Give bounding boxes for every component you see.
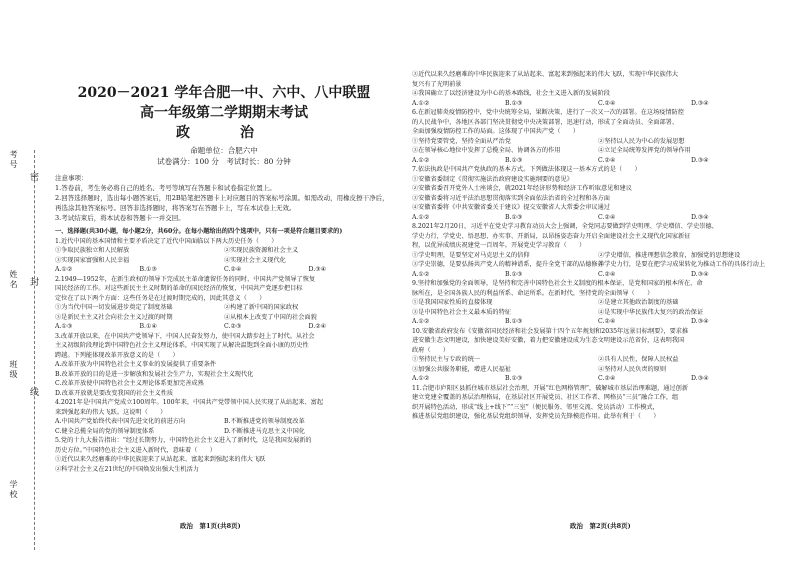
binding-margin: [6, 150, 44, 550]
question-line: 来到强起来的伟大飞跃。这说明（ ）: [55, 408, 167, 416]
question-line: ①近代以来久经磨难的中华民族迎来了从站起来、富起来到强起来的伟大飞跃: [55, 456, 266, 463]
question-line: 跨越。下列能体现改革开放意义的是（ ）: [55, 351, 179, 359]
exam-title: 2020－2021 学年合肥一中、六中、八中联盟: [77, 85, 371, 101]
option: ②学史增信，推进理想信念教育，加强党的思想建设: [598, 251, 741, 259]
question-line: 5.党的十九大报告指出：“经过长期努力，中国特色社会主义进入了新时代，这是我国发展新的: [55, 437, 312, 444]
answer-choice: A.①②: [412, 318, 430, 325]
question-line: 11.合肥市庐阳区县抓住城市基层社会治理，开展“红色网格管理”，破解城市基层治理难题，通过创新: [412, 384, 689, 392]
answer-choice: D.③④: [691, 375, 709, 382]
margin-label-class: 班级: [9, 360, 18, 380]
question-line: 复兴有了光明前景: [412, 80, 462, 88]
option: ①为当代中国一切发展进步奠定了制度基础: [55, 304, 173, 311]
answer-choice: C.②④: [598, 213, 616, 221]
option: ④坚持对人民负责的原则: [598, 365, 667, 373]
option-row: [55, 417, 393, 427]
option: ③在领导核心地位中发挥了总揽全局、协调各方的作用: [412, 147, 561, 154]
question: [412, 279, 784, 327]
answer-choice: B.①③: [139, 266, 158, 273]
option: ④从根本上改变了中国的社会面貌: [224, 313, 317, 321]
section-heading: 一、选择题(共30小题，每小题2分，共60分。在每小题给出的四个选项中，只有一项是符合题目要求的): [55, 228, 343, 235]
margin-label-name: 姓名: [9, 270, 18, 290]
option-row: [55, 256, 393, 266]
question: [412, 327, 784, 384]
question-line: 主义初级阶段理论到中国特色社会主义理论体系，中国实现了从解决温饱到全面小康的历史性: [55, 342, 309, 349]
question-line: 7.依法执政是中国共产党执政的基本方式。下列做法体现这一基本方式的是（ ）: [412, 166, 641, 173]
option: B.改革开放的目的是进一步解放和发展社会生产力，实现社会主义现代化: [55, 370, 254, 378]
margin-label-school: 学校: [9, 480, 18, 500]
margin-label-exam-id: 考号: [9, 150, 18, 170]
option: ②具有人民性，保障人民权益: [598, 356, 679, 363]
question-line: ④安徽省委将《中共安徽省委关于建议》提交安徽省人大常委会审议通过: [412, 204, 610, 211]
question-line: ②科学社会主义在21世纪的中国焕发出强大生机活力: [55, 465, 199, 473]
answer-choice: A.①②: [412, 213, 430, 221]
option-row: [412, 146, 784, 156]
answer-choice: C.②③: [224, 323, 242, 330]
answer-row: [412, 317, 784, 327]
left-column: [55, 84, 393, 474]
option: ①争取民族独立和人民解放: [55, 247, 130, 254]
answer-choice: C.②④: [598, 99, 616, 107]
answer-row: [55, 265, 393, 275]
answer-choice: D.③④: [691, 99, 709, 107]
question: [412, 384, 784, 422]
option-row: [55, 246, 393, 256]
answer-choice: D.②④: [308, 323, 327, 330]
option: A.改革开放为中国特色社会主义事业的发展提供了重要条件: [55, 361, 217, 368]
option: ③学史崇德，是要弘扬共产党人的精神谱系，提升全党干部的品德修养: [412, 261, 604, 268]
answer-row: [412, 156, 784, 166]
answer-choice: A.①②: [55, 266, 73, 273]
question-line: 学史力行，学党史、悟思想、办实事、开新局，以昂扬姿态奋力开启全面建设社会主义现代化国家新征: [412, 232, 691, 240]
option-row: [55, 360, 393, 370]
option-row: [412, 355, 784, 365]
answer-row: [412, 213, 784, 223]
option: ④学史力行，是要在把学习成果转化为推动工作的具体行动上: [598, 261, 766, 268]
option: ④立足全局统筹发挥党的领导作用: [598, 147, 691, 154]
question-line: ③安徽省委将习近平法治思想贯彻落实到全面依法治省的全过程和各方面: [412, 194, 610, 202]
answer-choice: D.③④: [691, 156, 709, 164]
question-line: 10.安徽省政府发布《安徽省国民经济和社会发展第十四个五年规划和2035年远景目标纲要》，要求推: [412, 327, 689, 335]
question-line: ③近代以来久经磨难的中华民族迎来了从站起来、富起来到强起来的伟大飞跃，实现中华民族伟大: [412, 71, 679, 78]
option-row: [55, 389, 393, 399]
answer-choice: A.①②: [412, 375, 430, 382]
question-line: 全面加强疫情防控工作的局面。这体现了中国共产党（ ）: [412, 128, 580, 135]
option-row: [412, 251, 784, 261]
question-line: 国民经济的工作。对这些新民主主义时期的革命的国民经济的恢复，中国共产党逐步把目标: [55, 285, 303, 292]
exam-score-time: 试卷满分：100 分 考试时长：80 分钟: [157, 157, 291, 166]
option: ④是实现中华民族伟大复兴的政治保证: [598, 308, 704, 316]
answer-choice: C.②④: [598, 318, 616, 325]
left-questions: [55, 237, 393, 475]
question-line: 脉所在，是全国各族人民的利益所系、命运所系。在新时代，坚持党的全面领导（ ）: [412, 289, 654, 297]
question-line: 推进基层党组织建设，强化基层党组织领导，发挥党员先锋模范作用。此举有利于（ ）: [412, 413, 660, 420]
question: [55, 237, 393, 275]
answer-choice: B.①③: [505, 156, 523, 164]
option: ②坚持以人民为中心的发展思想: [598, 137, 685, 145]
instructions-title: 注意事项：: [55, 174, 88, 182]
option: ②实现民族资源和社会主义: [224, 247, 299, 254]
answer-choice: B.①③: [505, 270, 523, 278]
option-row: [55, 303, 393, 313]
option-row: [412, 298, 784, 308]
option: D.改革开放就是要改变我国的社会主义性质: [55, 389, 174, 397]
question: [55, 398, 393, 436]
question-line: 织开展特色活动，形成“线上+线下”“三室”（便民服务、邻里交流、党员活动）工作模式，: [412, 403, 659, 411]
question-line: ②安徽省委召开党外人士座谈会，就2021年经济形势和经济工作听取意见和建议: [412, 185, 632, 192]
option-row: [412, 260, 784, 270]
answer-choice: C.②④: [598, 156, 616, 164]
question: [55, 436, 393, 474]
question-line: 的人民战争中，各地区各部门坚决贯彻党中央决策部署，迅速行动，形成了全面动员、全面部署、: [412, 118, 679, 126]
answer-choice: B.①③: [505, 318, 523, 325]
page-footer-right: 政治 第2页(共8页): [570, 522, 631, 530]
answer-row: [412, 99, 784, 109]
answer-choice: C.②④: [598, 375, 616, 382]
option: ①是我国国家性质的直接体现: [412, 299, 493, 306]
right-questions: [412, 70, 784, 422]
option: A.中国共产党始终代表中国先进文化的前进方向: [55, 418, 186, 425]
option: C.健全总揽全局的党的领导制度体系: [55, 427, 155, 435]
option: ②构建了新中国的国家政权: [224, 304, 299, 311]
answer-row: [412, 374, 784, 384]
option: ②是建立其他政治制度的基础: [598, 299, 679, 306]
option-row: [55, 370, 393, 380]
answer-choice: C.②④: [598, 270, 616, 278]
answer-choice: D.③④: [691, 270, 709, 278]
option: ①坚持党要管党，坚持全面从严治党: [412, 137, 511, 145]
option-row: [412, 137, 784, 147]
question-line: 历史方位。”中国特色社会主义进入新时代，意味着（ ）: [55, 446, 216, 454]
question: [412, 108, 784, 165]
answer-choice: B.①③: [505, 99, 523, 107]
option-row: [412, 308, 784, 318]
question: [412, 70, 784, 108]
seal-word-xian: 线: [30, 388, 40, 398]
question: [412, 222, 784, 279]
instructions: [55, 173, 393, 223]
seal-line: [34, 150, 35, 550]
answer-choice: A.①②: [412, 156, 430, 164]
option-row: [55, 427, 393, 437]
option: D.不断推进马克思主义中国化: [224, 427, 305, 435]
exam-subtitle: 高一年级第二学期期末考试: [140, 105, 308, 121]
page-footer-left: 政治 第1页(共8页): [180, 522, 241, 530]
question: [55, 275, 393, 332]
option: C.改革开放使中国特色社会主义理论体系更加完善成熟: [55, 380, 204, 387]
question-line: 6.在新冠肺炎疫情防控中，党中央统筹全局，果断决策，进行了一次又一次的部署。在这场疫情防控: [412, 109, 684, 116]
question-line: 政府（ ）: [412, 346, 450, 354]
question-line: 定位在了以下两个方面：这些任务是在过渡时期完成的，因此其意义（ ）: [55, 294, 266, 302]
instruction-item: 1.答卷前，考生务必将自己的姓名、考号等填写在答题卡和试卷指定位置上。: [55, 184, 276, 192]
option: ③实现国家富强和人民幸福: [55, 256, 130, 264]
question-line: 建立党建全覆盖的基层治理格局，在基层社区开展党员、社区工作者、网格员“三员”融合工作，组: [412, 394, 679, 401]
answer-choice: B.①④: [139, 323, 158, 330]
instruction-item: 2.回答选择题时，选出每小题答案后，用2B铅笔把答题卡上对应题目的答案标号涂黑。如需改动，用橡皮擦干净后，再选涂其他答案标号。回答非选择题时，将答案写在答题卡上，写在本试卷上无效。: [55, 194, 389, 212]
question-line: ①安徽省委制定《贯彻实施法治政府建设实施纲要的意见》: [412, 175, 573, 183]
right-column: [412, 70, 784, 422]
answer-choice: A.①③: [55, 323, 73, 330]
answer-choice: B.①③: [505, 375, 523, 382]
answer-choice: D.③④: [691, 318, 709, 325]
option: ①坚持民主与专政的统一: [412, 356, 481, 363]
question: [412, 165, 784, 222]
option-row: [55, 313, 393, 323]
option-row: [412, 365, 784, 375]
option-row: [55, 379, 393, 389]
option: ③是中国特色社会主义最本质的特征: [412, 308, 511, 316]
question-line: 进安徽生态文明建设，加快建设美好安徽，着力把安徽建设成为生态文明建设示范省份，这表明我国: [412, 337, 685, 344]
question-line: 1.近代中国的基本国情和主要矛盾决定了近代中国面临以下两大历史任务（ ）: [55, 237, 278, 245]
answer-choice: A.①②: [412, 99, 430, 107]
answer-row: [412, 270, 784, 280]
option: ③是新民主主义社会向社会主义过渡的时期: [55, 313, 173, 321]
question-line: 4.2021年是中国共产党成立100周年。100年来，中国共产党带领中国人民实现了从站起来、富起: [55, 399, 324, 406]
question-line: 8.2021年2月20日，习近平在党史学习教育动员大会上强调，全党同志要做到学史明理、学史增信、学史崇德、: [412, 223, 718, 230]
exam-unit: 命题单位：合肥六中: [190, 146, 258, 155]
answer-row: [55, 322, 393, 332]
seal-word-mi: 密: [30, 173, 40, 183]
question-line: 3.改革开放以来，在中国共产党领导下，中国人民奋发努力，使中国大踏步赶上了时代。从社会: [55, 332, 315, 340]
option: B.不断推进党的领导制度改革: [224, 418, 305, 425]
question: [55, 332, 393, 399]
seal-word-feng: 封: [30, 278, 40, 288]
option: ④实现社会主义现代化: [224, 256, 286, 264]
question-line: ④我国确立了以经济建设为中心的基本路线，社会主义进入新的发展阶段: [412, 90, 610, 97]
answer-choice: D.③④: [308, 266, 327, 273]
instruction-item: 3.考试结束后，将本试卷和答题卡一并交回。: [55, 214, 185, 222]
question-line: 程，以优异成绩庆祝建党一百周年。开展党史学习教育（ ）: [412, 242, 586, 249]
exam-subject: 政 治: [176, 125, 272, 141]
answer-choice: C.②④: [224, 266, 242, 273]
question-line: 9.坚持和加强党的全面领导，是坚持和完善中国特色社会主义制度的根本保证，是党和国家的根本所在、命: [412, 280, 703, 287]
question-line: 2.1949—1952年，在新生政权的领导下完成民主革命遗留任务的同时，中国共产党领导了恢复: [55, 275, 316, 283]
option: ①学史明理，是要坚定对马克思主义的信仰: [412, 251, 530, 259]
answer-choice: B.①③: [505, 213, 523, 221]
option: ③加强公共服务职能，增进人民福祉: [412, 365, 511, 373]
answer-choice: A.①②: [412, 270, 430, 278]
answer-choice: D.③④: [691, 213, 709, 221]
